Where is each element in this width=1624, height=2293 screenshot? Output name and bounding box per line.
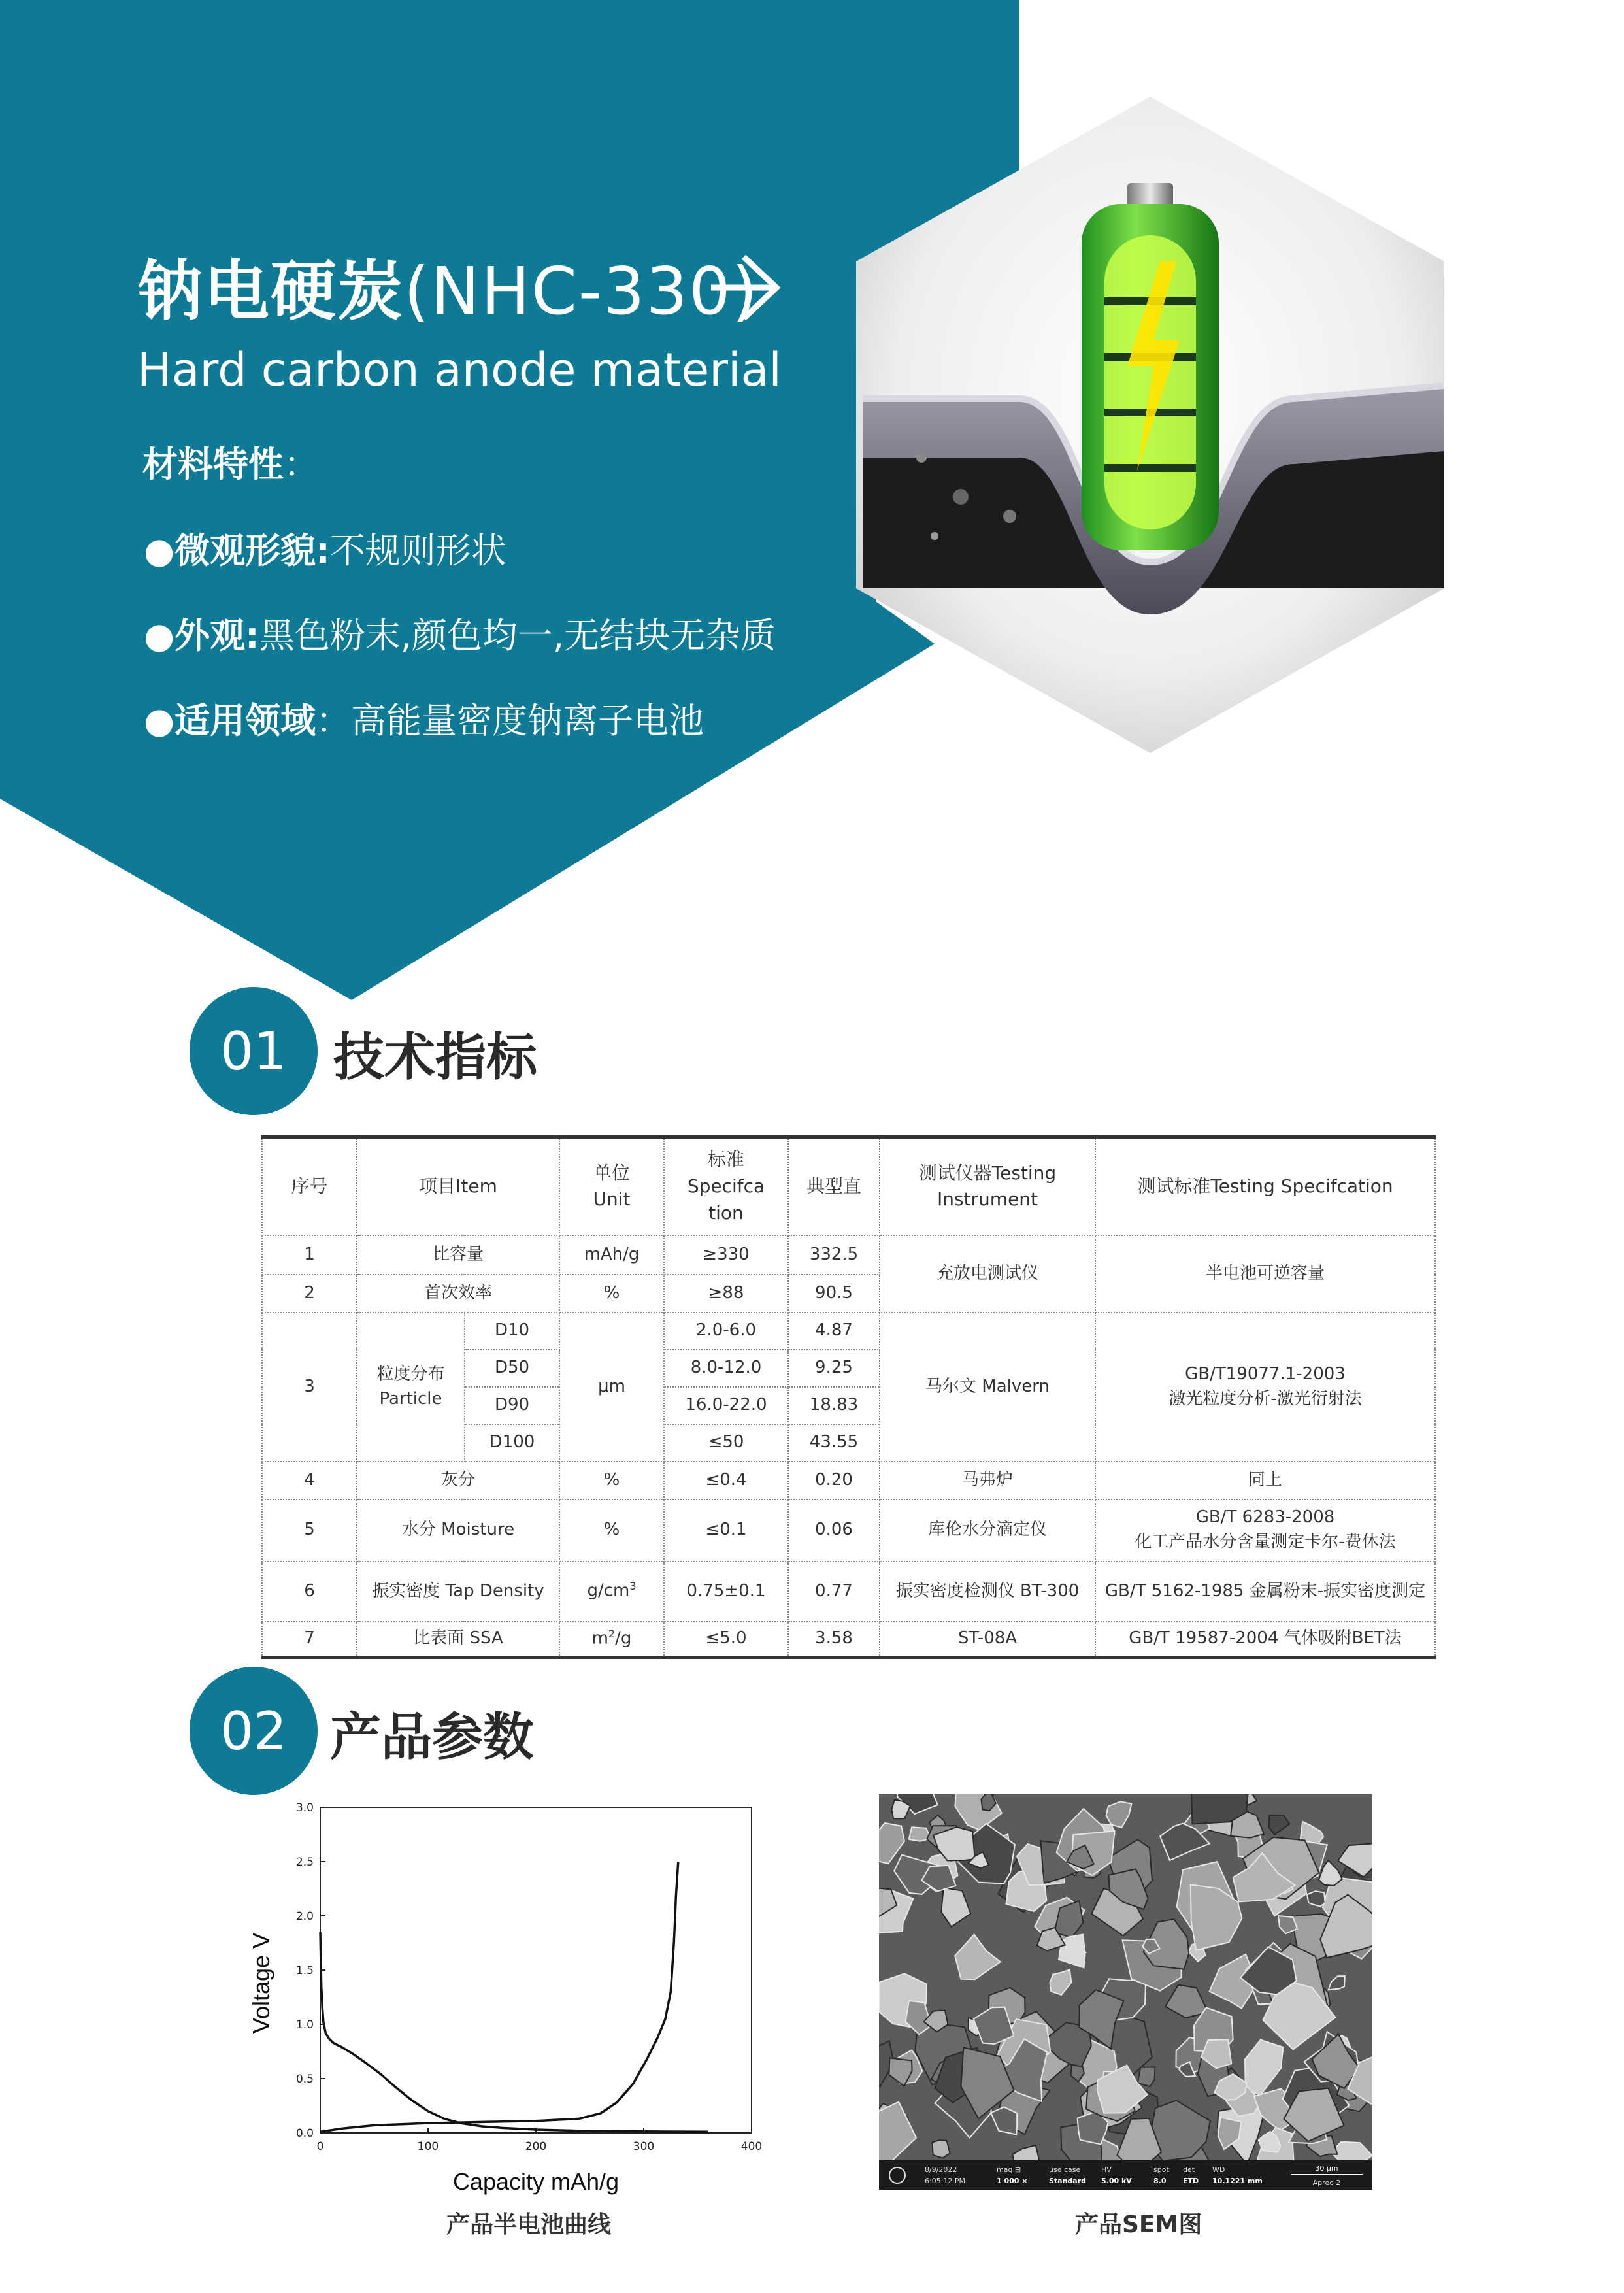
header-background (0, 0, 1624, 1007)
sem-instrument: Apreo 2 (1312, 2179, 1341, 2187)
y-tick-label: 2.0 (295, 1910, 314, 1923)
header-spec: 标准 Specifca tion (664, 1137, 788, 1235)
battery-charging-icon (1082, 183, 1219, 550)
x-tick-label: 300 (633, 2140, 655, 2153)
features-heading: 材料特性： (142, 444, 319, 485)
product-code: (NHC-330) (404, 253, 759, 329)
sem-meta-value: 10.1221 mm (1212, 2177, 1263, 2185)
product-title-cn: 钠电硬炭 (137, 253, 404, 329)
feature-morphology: ●微观形貌:不规则形状 (144, 530, 506, 571)
y-axis-label: Voltage V (248, 1932, 274, 2034)
x-axis-label: Capacity mAh/g (452, 2168, 620, 2195)
spec-table (261, 1135, 1436, 1659)
sem-meta-label: mag ⊞ (997, 2166, 1021, 2174)
sem-meta-value: 8.0 (1153, 2177, 1167, 2185)
section-number-01: 01 (190, 987, 318, 1115)
chart-caption: 产品半电池曲线 (446, 2211, 612, 2238)
section-title-product-params: 产品参数 (330, 1708, 535, 1767)
sem-meta-label: WD (1212, 2166, 1225, 2174)
sem-meta-value: Standard (1049, 2177, 1087, 2185)
y-tick-label: 1.0 (295, 2018, 314, 2032)
x-tick-label: 200 (525, 2140, 547, 2153)
table-row: 7 比表面 SSA $m^2/g$ ≤5.0 3.58 ST-08A GB/T 19587-2004 气体吸附BET法 (262, 1622, 1435, 1658)
y-tick-label: 0.5 (295, 2073, 314, 2086)
feature-appearance: ●外观:黑色粉末,颜色均一,无结块无杂质 (144, 615, 776, 656)
table-row: D90 16.0-22.0 18.83 (262, 1387, 1435, 1424)
y-tick-label: 1.5 (295, 1964, 314, 1977)
sem-time: 6:05:12 PM (925, 2177, 966, 2185)
arrow-right-icon (706, 252, 784, 324)
half-cell-curve-chart (196, 1791, 850, 2209)
section-number-02: 02 (190, 1667, 318, 1795)
sem-particle (1138, 2067, 1155, 2087)
y-tick-label: 3.0 (295, 1801, 314, 1815)
y-tick-label: 2.5 (295, 1856, 314, 1869)
sem-meta-value: 1 000 × (997, 2177, 1028, 2185)
sem-scale-label: 30 μm (1315, 2164, 1338, 2173)
sem-date: 8/9/2022 (925, 2166, 957, 2174)
table-row: 1 比容量 mAh/g ≥330 332.5 充放电测试仪 半电池可逆容量 (262, 1235, 1435, 1275)
table-row: D100 ≤50 43.55 (262, 1424, 1435, 1462)
sem-image (879, 1794, 1372, 2190)
table-row: 5 水分 Moisture % ≤0.1 0.06 库伦水分滴定仪 GB/T 6283-2008 化工产品水分含量测定卡尔-费休法 (262, 1499, 1435, 1562)
header-standard: 测试标准Testing Specifcation (1095, 1137, 1435, 1235)
sem-meta-label: use case (1049, 2166, 1081, 2174)
table-row: 2 首次效率 % ≥88 90.5 (262, 1275, 1435, 1313)
section-title-tech-specs: 技术指标 (333, 1028, 538, 1087)
feature-application: ●适用领域：高能量密度钠离子电池 (144, 700, 704, 741)
plot-frame (320, 1807, 752, 2133)
x-tick-label: 0 (316, 2140, 324, 2153)
sem-meta-label: HV (1101, 2166, 1112, 2174)
x-tick-label: 100 (417, 2140, 439, 2153)
header-typical: 典型直 (788, 1137, 880, 1235)
sem-meta-value: 5.00 kV (1101, 2177, 1132, 2185)
sem-particle (932, 2140, 950, 2158)
y-tick-label: 0.0 (295, 2127, 314, 2140)
product-title (137, 239, 759, 333)
header-unit: 单位 Unit (559, 1137, 664, 1235)
product-subtitle: Hard carbon anode material (137, 343, 782, 397)
sem-caption: 产品SEM图 (1075, 2211, 1202, 2238)
table-row: 4 灰分 % ≤0.4 0.20 马弗炉 同上 (262, 1462, 1435, 1499)
sem-meta-value: ETD (1183, 2177, 1199, 2185)
table-header-row (262, 1137, 1435, 1235)
x-tick-label: 400 (740, 2140, 763, 2153)
table-row: 3 粒度分布 Particle D10 μm 2.0-6.0 4.87 马尔文 Malvern GB/T19077.1-2003 激光粒度分析-激光衍射法 (262, 1313, 1435, 1350)
header-instrument: 测试仪器Testing Instrument (880, 1137, 1095, 1235)
header-item: 项目Item (357, 1137, 559, 1235)
sem-meta-label: det (1183, 2166, 1195, 2174)
table-row: D50 8.0-12.0 9.25 (262, 1350, 1435, 1387)
sem-meta-label: spot (1153, 2166, 1169, 2174)
header-no: 序号 (262, 1137, 357, 1235)
table-row: 6 振实密度 Tap Density $g/cm^3$ 0.75±0.1 0.77 振实密度检测仪 BT-300 GB/T 5162-1985 金属粉末-振实密度测定 (262, 1562, 1435, 1622)
